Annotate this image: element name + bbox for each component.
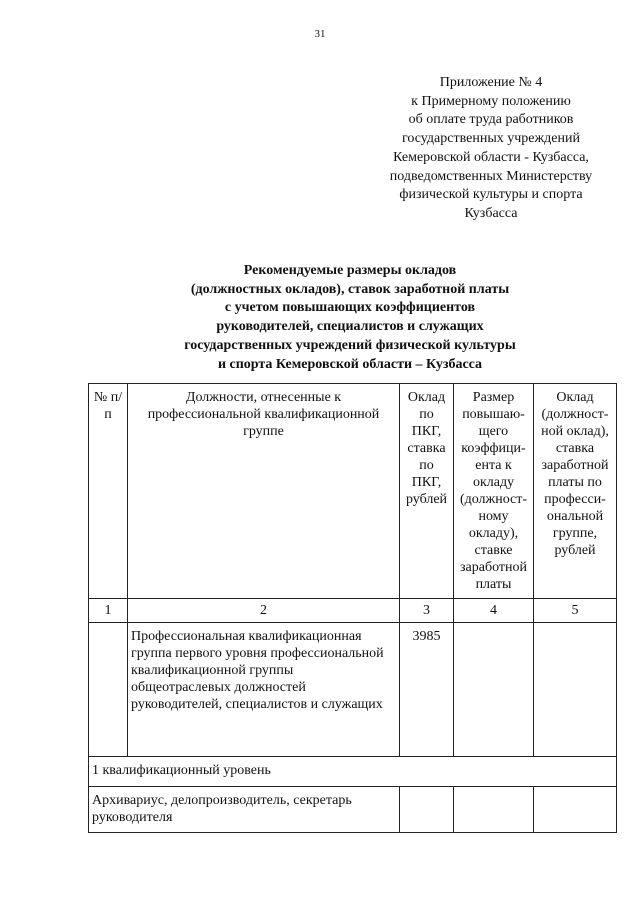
appendix-line: Кемеровской области - Кузбасса, [393, 149, 589, 165]
appendix-line: государственных учреждений [402, 131, 580, 147]
position-coefficient [454, 787, 534, 833]
column-number: 1 [89, 599, 128, 623]
group-total [534, 623, 617, 757]
table-row [89, 787, 617, 833]
document-title [120, 262, 580, 374]
table-row [89, 623, 617, 757]
table-row [89, 757, 617, 787]
column-number: 3 [400, 599, 454, 623]
column-number: 5 [534, 599, 617, 623]
group-coefficient [454, 623, 534, 757]
salary-table [88, 383, 617, 833]
appendix-line: подведомственных Министерству [389, 168, 593, 184]
position-salary [400, 787, 454, 833]
title-line: руководителей, специалистов и служащих [216, 319, 484, 335]
header-number: № п/п [89, 384, 128, 599]
group-name: Профессиональная квалификационная группа первого уровня профессиональной квалификационной группы общеотраслевых должностей руководителей, специалистов и служащих [128, 623, 400, 757]
header-position: Должности, отнесенные к профессиональной квалификационной группе [128, 384, 400, 599]
title-line: (должностных окладов), ставок заработной платы [190, 281, 510, 297]
title-line: государственных учреждений физической культуры [184, 337, 516, 353]
appendix-line: Кузбасса [464, 205, 518, 221]
appendix-line: Приложение № 4 [439, 75, 543, 90]
position-name: Архивариус, делопроизводитель, секретарь руководителя [89, 787, 400, 833]
header-coefficient: Размер повышаю-щего коэффици-ента к окладу (должност-ному окладу), ставке заработной платы [454, 384, 534, 599]
title-line: с учетом повышающих коэффициентов [224, 300, 476, 316]
table-header-row [89, 384, 617, 599]
column-number: 2 [128, 599, 400, 623]
appendix-line: к Примерному положению [411, 93, 571, 109]
page-number: 31 [314, 28, 326, 40]
appendix-line: об оплате труда работников [408, 112, 574, 128]
appendix-line: физической культуры и спорта [399, 187, 583, 203]
column-number: 4 [454, 599, 534, 623]
appendix-header [368, 74, 614, 224]
header-total-salary: Оклад (должност-ной оклад), ставка заработной платы по професси-ональной группе, рублей [534, 384, 617, 599]
qualification-level: 1 квалификационный уровень [89, 757, 617, 787]
row-number [89, 623, 128, 757]
column-number-row [89, 599, 617, 623]
title-line: и спорта Кемеровской области – Кузбасса [217, 356, 483, 372]
position-total [534, 787, 617, 833]
group-salary: 3985 [400, 623, 454, 757]
title-line: Рекомендуемые размеры окладов [243, 263, 457, 278]
header-base-salary: Оклад по ПКГ, ставка по ПКГ, рублей [400, 384, 454, 599]
